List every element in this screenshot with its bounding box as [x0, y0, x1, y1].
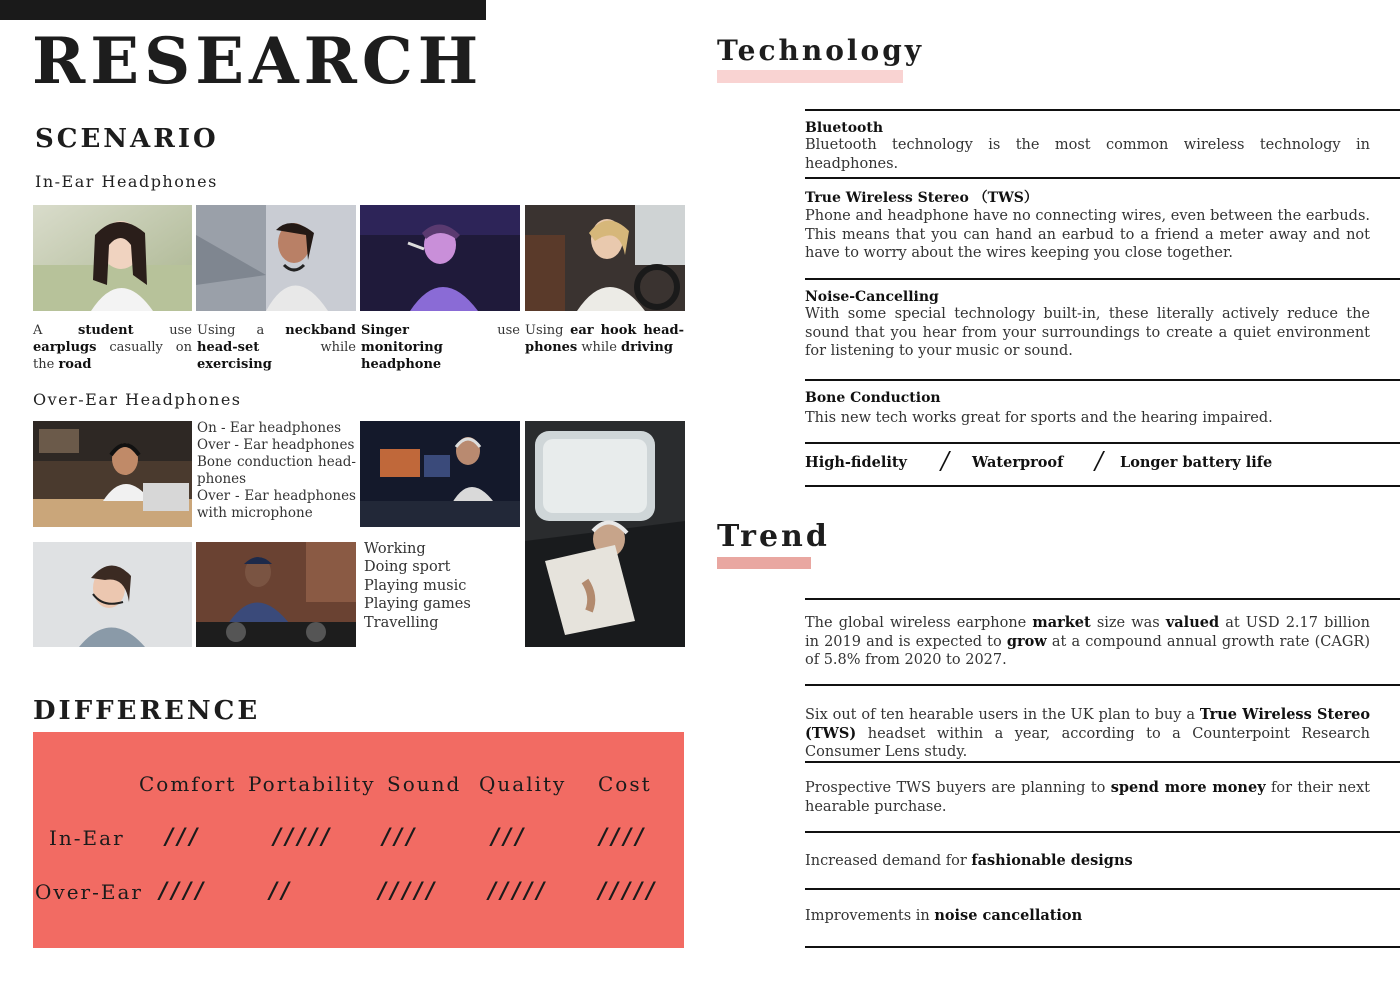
caption-singer: Singer use monitoring headphone: [361, 323, 520, 372]
photo-student-earplugs: [33, 205, 192, 311]
score-cell: /////: [488, 878, 549, 904]
divider: [805, 177, 1400, 179]
tech-item-bluetooth: [805, 120, 1370, 173]
over-ear-type-list: [197, 420, 356, 522]
in-ear-heading: In-Ear Headphones: [35, 172, 218, 191]
column-header-cost: Cost: [598, 772, 652, 796]
over-ear-type-item: On - Ear headphones: [197, 420, 342, 436]
score-cell: //: [269, 878, 294, 904]
tech-item-body: Bluetooth technology is the most common wireless technology in headphones.: [805, 137, 1370, 172]
photo-man-laptop: [33, 421, 192, 527]
over-ear-type-item: Over - Ear headphones with microphone: [197, 488, 356, 521]
use-case-item: Playing music: [364, 577, 467, 594]
tech-item-body: Phone and headphone have no connecting wires, even between the earbuds. This means that you can hand an earbud to a friend a meter away and not have to worry about the wires keeping you close together.: [805, 208, 1370, 261]
column-header-sound: Sound: [387, 772, 462, 796]
score-cell: ///: [491, 824, 528, 850]
divider: [805, 761, 1400, 763]
top-black-bar: [0, 0, 486, 20]
difference-table: [33, 732, 684, 948]
photo-train-reading: [525, 421, 685, 647]
feature-item: High-fidelity: [805, 454, 907, 471]
score-cell: ///: [165, 824, 202, 850]
trend-item-spending: Prospective TWS buyers are planning to spend more money for their next hearable purchase.: [805, 779, 1370, 815]
over-ear-type-item: Bone conduction head-phones: [197, 454, 356, 487]
trend-item-tws-users: Six out of ten hearable users in the UK plan to buy a True Wireless Stereo (TWS) headset within a year, according to a Counterpoint Research Consumer Lens study.: [805, 706, 1370, 760]
caption-neckband: Using a neckband head-set while exercising: [197, 323, 356, 372]
use-case-list: [364, 540, 514, 632]
score-cell: ////: [159, 878, 208, 904]
feature-row: [805, 447, 1400, 476]
row-label-over-ear: Over-Ear: [35, 880, 143, 904]
trend-item-noise: Improvements in noise cancellation: [805, 907, 1083, 924]
use-case-item: Doing sport: [364, 559, 451, 576]
use-case-item: Working: [364, 541, 426, 557]
tech-item-noise-cancelling: [805, 289, 1370, 361]
divider: [805, 278, 1400, 280]
trend-underline: [717, 557, 811, 569]
photo-gamers: [360, 421, 520, 527]
column-header-quality: Quality: [479, 772, 567, 796]
divider: [805, 109, 1400, 111]
score-cell: /////: [273, 824, 334, 850]
tech-item-title: Bone Conduction: [805, 390, 941, 406]
page-title: RESEARCH: [32, 24, 484, 99]
tech-item-bone-conduction: [805, 390, 1370, 428]
tech-item-title: Bluetooth: [805, 120, 884, 136]
photo-singer-monitoring: [360, 205, 520, 311]
tech-item-tws: [805, 187, 1370, 263]
over-ear-heading: Over-Ear Headphones: [33, 390, 242, 409]
feature-item: Waterproof: [972, 454, 1064, 471]
score-cell: ///: [382, 824, 419, 850]
tech-item-body: This new tech works great for sports and the hearing impaired.: [805, 410, 1273, 426]
trend-item-fashion: Increased demand for fashionable designs: [805, 852, 1133, 869]
divider: [805, 379, 1400, 381]
divider: [805, 946, 1400, 948]
divider: [805, 684, 1400, 686]
score-cell: /////: [598, 878, 659, 904]
caption-driving: Using ear hook head-phones while driving: [525, 323, 684, 355]
divider: [805, 598, 1400, 600]
photo-neckband-exercise: [196, 205, 356, 311]
feature-item: Longer battery life: [1120, 454, 1273, 471]
divider: [805, 485, 1400, 487]
column-header-comfort: Comfort: [139, 772, 237, 796]
photo-driving-earhook: [525, 205, 685, 311]
feature-separator: /: [1095, 447, 1104, 475]
row-label-in-ear: In-Ear: [49, 826, 125, 850]
technology-heading: Technology: [717, 34, 925, 67]
divider: [805, 442, 1400, 444]
technology-underline: [717, 70, 903, 83]
trend-item-market: The global wireless earphone market size was valued at USD 2.17 billion in 2019 and is expected to grow at a compound annual growth rate (CAGR) of 5.8% from 2020 to 2027.: [805, 614, 1370, 668]
divider: [805, 831, 1400, 833]
caption-student: A student use earplugs casually on the road: [33, 323, 192, 372]
tech-item-title: Noise-Cancelling: [805, 289, 939, 305]
over-ear-type-item: Over - Ear headphones: [197, 437, 355, 453]
photo-bone-conduction: [33, 542, 192, 647]
tech-item-body: With some special technology built-in, these literally actively reduce the sound that you hear from your surroundings to create a quiet environment for listening to your music or sound.: [805, 306, 1370, 359]
difference-heading: DIFFERENCE: [33, 696, 261, 726]
photo-dj: [196, 542, 356, 647]
scenario-heading: SCENARIO: [35, 124, 219, 154]
divider: [805, 888, 1400, 890]
use-case-item: Travelling: [364, 614, 439, 631]
score-cell: ////: [599, 824, 648, 850]
score-cell: /////: [378, 878, 439, 904]
trend-heading: Trend: [717, 519, 830, 554]
use-case-item: Playing games: [364, 596, 471, 613]
tech-item-title: True Wireless Stereo （TWS）: [805, 190, 1038, 206]
feature-separator: /: [941, 447, 950, 475]
column-header-portability: Portability: [248, 772, 376, 796]
